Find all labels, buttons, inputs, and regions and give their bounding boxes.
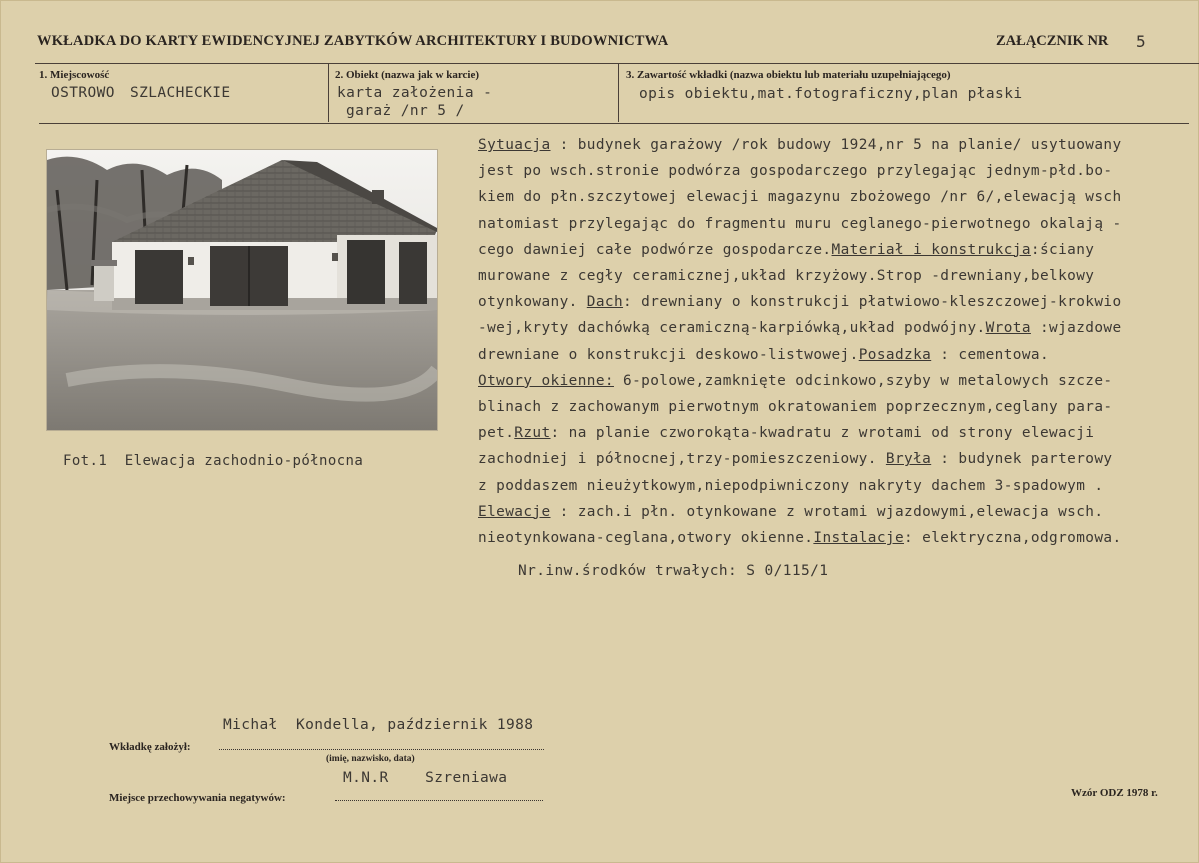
field-divider-1	[328, 64, 329, 122]
field-contents-value: opis obiektu,mat.fotograficzny,plan płaski	[639, 86, 1023, 102]
heading-elevations: Elewacje	[478, 503, 551, 520]
heading-situation: Sytuacja	[478, 137, 551, 153]
desc-line-15b: : zach.i płn. otynkowane z wrotami wjazdowymi,elewacja wsch.	[550, 503, 1104, 520]
field-contents-label: 3. Zawartość wkładki (nazwa obiektu lub materiału uzupełniającego)	[626, 69, 951, 81]
description-text	[478, 132, 1198, 551]
heading-mass: Bryła	[885, 451, 932, 468]
desc-line-6: murowane z cegły ceramicznej,układ krzyżowy.Strop -drewniany,belkowy	[478, 268, 1095, 285]
storage-value: M.N.R Szreniawa	[343, 770, 508, 786]
storage-label: Miejsce przechowywania negatywów:	[109, 792, 286, 804]
desc-line-9b: : cementowa.	[931, 346, 1050, 363]
desc-line-7b: : drewniany o konstrukcji płatwiowo-kleszczowej-krokwio	[623, 294, 1122, 311]
storage-dotted-line	[335, 800, 543, 801]
field-locality-label: 1. Miejscowość	[39, 69, 110, 81]
desc-line-3: kiem do płn.szczytowej elewacji magazynu zbożowego /nr 6/,elewacją wsch	[478, 189, 1122, 206]
desc-line-12b: : na planie czworokąta-kwadratu z wrotami od strony elewacji	[550, 425, 1095, 442]
author-dotted-line	[219, 749, 544, 750]
desc-line-11: blinach z zachowanym pierwotnym okratowaniem poprzecznym,ceglany para-	[478, 399, 1113, 416]
desc-line-7a: otynkowany.	[478, 294, 587, 311]
field-object-value-line1: karta założenia -	[337, 85, 493, 101]
desc-line-8a: -wej,kryty dachówką ceramiczną-karpiówką,układ podwójny.	[478, 320, 986, 337]
desc-line-10b: 6-polowe,zamknięte odcinkowo,szyby w metalowych szcze-	[613, 372, 1113, 389]
field-object-value-line2: garaż /nr 5 /	[346, 103, 465, 119]
author-value: Michał Kondella, październik 1988	[223, 717, 534, 733]
field-locality-value: OSTROWO SZLACHECKIE	[51, 85, 231, 101]
desc-line-5b: :ściany	[1030, 241, 1095, 258]
author-label: Wkładkę założył:	[109, 741, 191, 753]
heading-material: Materiał i konstrukcja	[831, 241, 1031, 258]
building-photo	[46, 149, 438, 431]
heading-floor: Posadzka	[858, 346, 932, 363]
photo-caption: Fot.1 Elewacja zachodnio-północna	[63, 453, 364, 469]
garage-photo-image	[47, 150, 437, 430]
desc-line-14: z poddaszem nieużytkowym,niepodpiwniczony nakryty dachem 3-spadowym .	[478, 477, 1104, 494]
desc-line-9a: drewniane o konstrukcji deskowo-listwowej.	[478, 346, 859, 363]
heading-roof: Dach	[586, 294, 624, 311]
desc-line-13a: zachodniej i północnej,trzy-pomieszczeniowy.	[478, 451, 886, 468]
desc-line-1: : budynek garażowy /rok budowy 1924,nr 5 na planie/ usytuowany	[550, 137, 1122, 153]
desc-line-16a: nieotynkowana-ceglana,otwory okienne.	[478, 530, 814, 547]
field-divider-2	[618, 64, 619, 122]
desc-line-8b: :wjazdowe	[1030, 320, 1122, 337]
desc-line-4: natomiast przylegając do fragmentu muru ceglanego-pierwotnego okalają -	[478, 215, 1122, 232]
author-sublabel: (imię, nazwisko, data)	[326, 754, 415, 764]
desc-line-16b: : elektryczna,odgromowa.	[904, 530, 1122, 547]
form-code: Wzór ODZ 1978 r.	[1071, 787, 1158, 799]
annex-label: ZAŁĄCZNIK NR	[996, 33, 1109, 49]
header-rule-top	[35, 63, 1199, 64]
heading-installations: Instalacje	[813, 530, 905, 547]
desc-line-12a: pet.	[478, 425, 515, 442]
card-title: WKŁADKA DO KARTY EWIDENCYJNEJ ZABYTKÓW ARCHITEKTURY I BUDOWNICTWA	[37, 33, 669, 49]
annex-number: 5	[1136, 32, 1146, 51]
desc-line-13b: : budynek parterowy	[931, 451, 1113, 468]
header-rule-bottom	[39, 123, 1189, 124]
field-object-label: 2. Obiekt (nazwa jak w karcie)	[335, 69, 480, 81]
heading-windows: Otwory okienne:	[478, 372, 614, 389]
inventory-number: Nr.inw.środków trwałych: S 0/115/1	[518, 563, 829, 579]
heading-gates: Wrota	[985, 320, 1031, 337]
heading-plan: Rzut	[514, 425, 551, 442]
desc-line-2: jest po wsch.stronie podwórza gospodarczego przylegając jednym-płd.bo-	[478, 163, 1113, 180]
desc-line-5a: cego dawniej całe podwórze gospodarcze.	[478, 241, 832, 258]
